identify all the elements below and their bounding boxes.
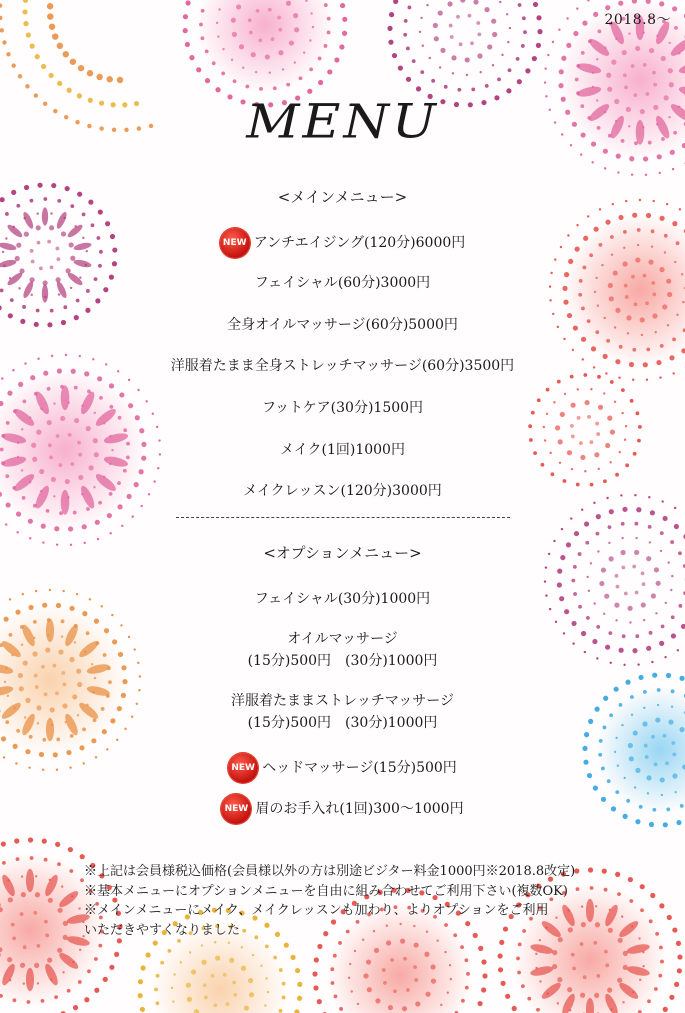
note-line: ※基本メニューにオプションメニューを自由に組み合わせてご利用下さい(複数OK) — [84, 883, 568, 899]
firework-icon — [0, 589, 141, 771]
new-badge-icon: NEW — [220, 228, 250, 258]
new-badge-icon: NEW — [221, 794, 251, 824]
item-price-line: (15分)500円 (30分)1000円 — [247, 715, 438, 731]
note-line: いただきやすくなりました — [84, 922, 241, 938]
note-line: ※メインメニューにメイク、メイクレッスンも加わり、よりオプションをご利用 — [84, 903, 549, 918]
option-item-head-massage — [0, 753, 685, 783]
option-item-facial: フェイシャル(30分)1000円 — [254, 591, 431, 607]
item-text: アンチエイジング(120分)6000円 — [253, 235, 466, 251]
main-item-oil-massage: 全身オイルマッサージ(60分)5000円 — [227, 317, 458, 333]
section-divider — [176, 517, 510, 518]
notes-block — [84, 862, 644, 940]
main-item-makeup: メイク(1回)1000円 — [280, 442, 405, 458]
option-item-stretch-massage — [0, 690, 685, 734]
page-title: MENU — [246, 95, 439, 149]
option-item-oil-massage — [0, 628, 685, 672]
option-item-eyebrow-care — [0, 794, 685, 824]
note-line: ※上記は会員様税込価格(会員様以外の方は別途ビジター料金1000円※2018.8改定) — [84, 864, 576, 879]
firework-icon — [22, 0, 139, 107]
date-label: 2018.8～ — [604, 12, 671, 28]
main-menu-heading: <メインメニュー> — [277, 188, 408, 206]
item-price-line: (15分)500円 (30分)1000円 — [247, 653, 438, 669]
main-item-makeup-lesson: メイクレッスン(120分)3000円 — [243, 483, 442, 499]
main-item-facial: フェイシャル(60分)3000円 — [254, 275, 431, 291]
firework-icon — [387, 0, 542, 107]
option-menu-heading: <オプションメニュー> — [263, 544, 422, 562]
main-item-foot-care: フットケア(30分)1500円 — [261, 400, 424, 416]
firework-icon — [183, 0, 348, 107]
main-item-stretch-massage: 洋服着たまま全身ストレッチマッサージ(60分)3500円 — [170, 358, 515, 374]
item-text: 眉のお手入れ(1回)300～1000円 — [255, 801, 464, 817]
item-line: 洋服着たままストレッチマッサージ — [230, 693, 455, 709]
new-badge-icon: NEW — [228, 753, 258, 783]
item-line: オイルマッサージ — [287, 631, 398, 647]
main-item-anti-aging — [0, 228, 685, 258]
firework-icon — [528, 373, 642, 486]
item-text: ヘッドマッサージ(15分)500円 — [262, 760, 457, 776]
firework-icon — [47, 0, 123, 83]
